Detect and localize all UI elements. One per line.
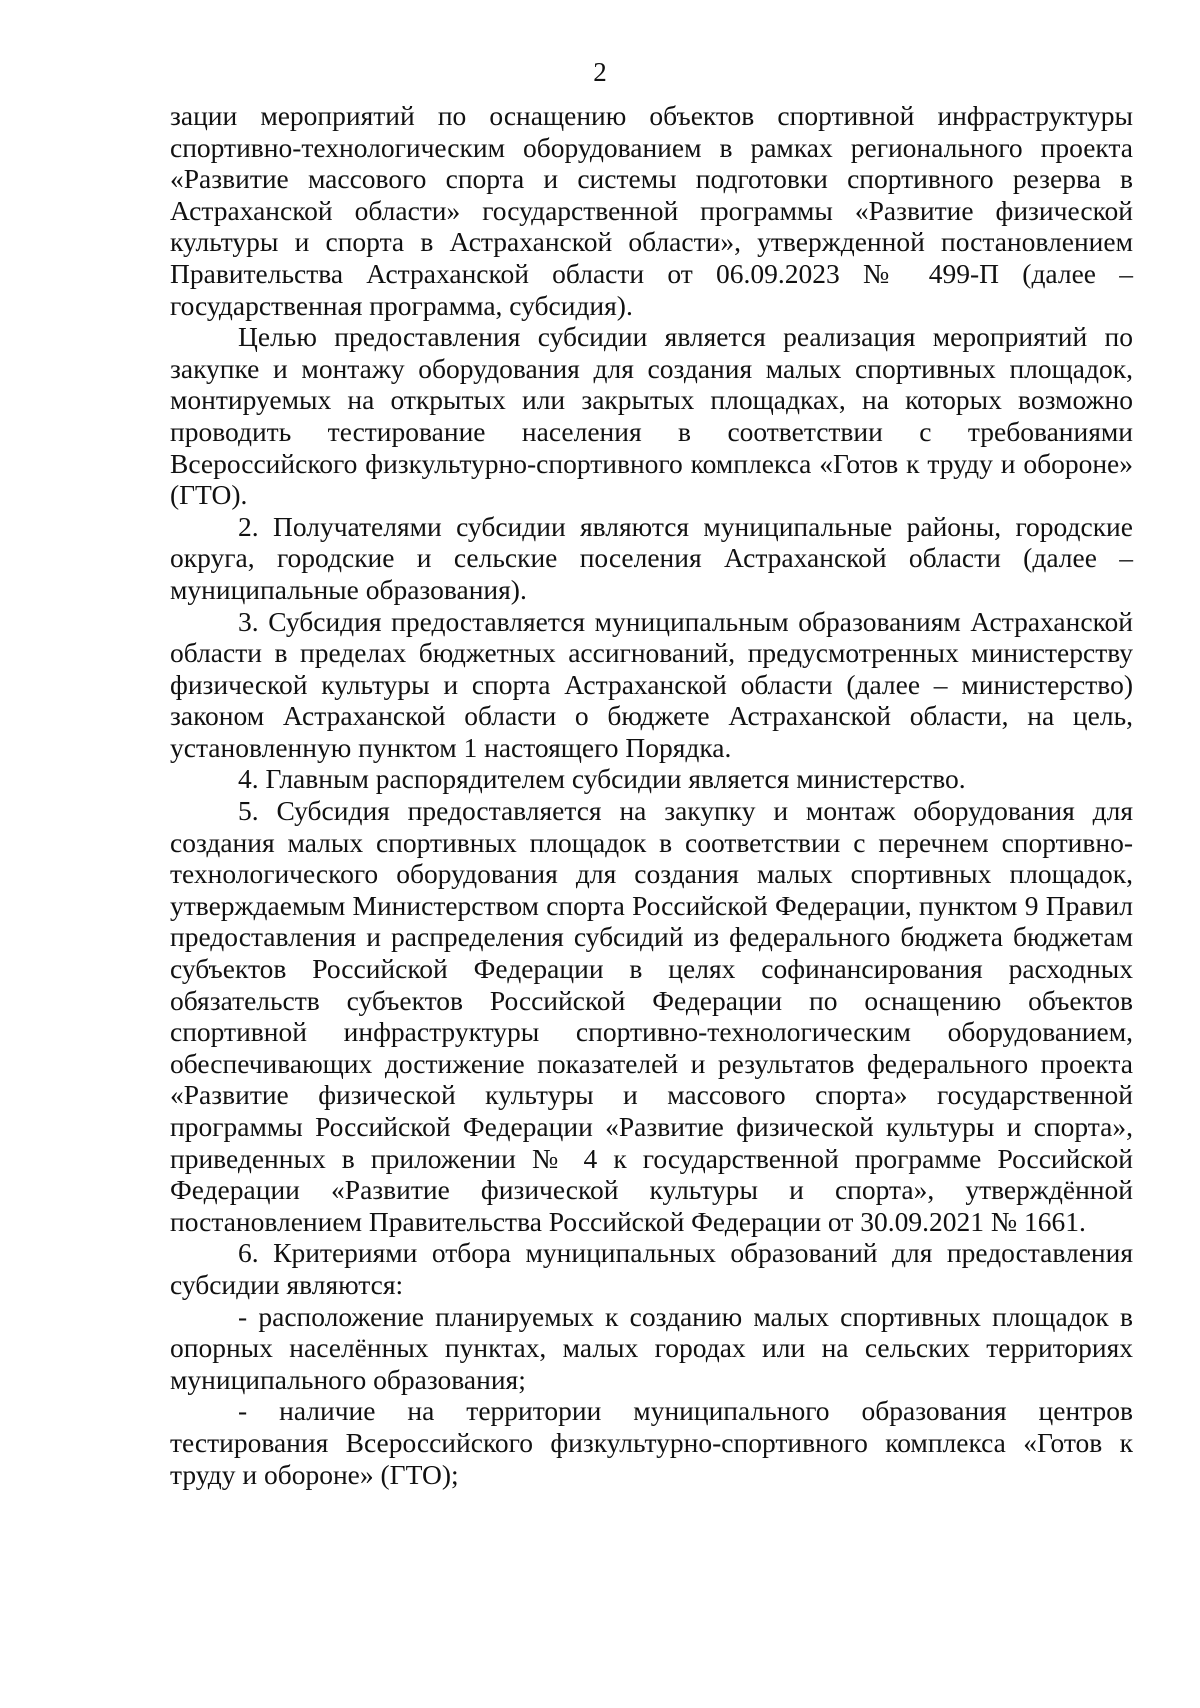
paragraph-criterion-2: - наличие на территории муниципального образования центров тестирования Всероссийского физкультурно-спортивного комплекса «Готов к труду и обороне» (ГТО); <box>170 1395 1133 1490</box>
paragraph-item-6: 6. Критериями отбора муниципальных образований для предоставления субсидии являются: <box>170 1237 1133 1300</box>
paragraph-item-5: 5. Субсидия предоставляется на закупку и монтаж оборудования для создания малых спортивных площадок в соответствии с перечнем спортивно-технологического оборудования для создания малых спортивных площадок, утверждаемым Министерством спорта Российской Федерации, пунктом 9 Правил предоставления и распределения субсидий из федерального бюджета бюджетам субъектов Российской Федерации в целях софинансирования расходных обязательств субъектов Российской Федерации по оснащению объектов спортивной инфраструктуры спортивно-технологическим оборудованием, обеспечивающих достижение показателей и результатов федерального проекта «Развитие физической культуры и массового спорта» государственной программы Российской Федерации «Развитие физической культуры и спорта», приведенных в приложении № 4 к государственной программе Российской Федерации «Развитие физической культуры и спорта», утверждённой постановлением Правительства Российской Федерации от 30.09.2021 № 1661. <box>170 795 1133 1237</box>
paragraph-item-4: 4. Главным распорядителем субсидии является министерство. <box>238 763 966 795</box>
paragraph-item-2: 2. Получателями субсидии являются муниципальные районы, городские округа, городские и сельские поселения Астраханской области (далее – муниципальные образования). <box>170 510 1133 605</box>
paragraph-item-3: 3. Субсидия предоставляется муниципальным образованиям Астраханской области в пределах бюджетных ассигнований, предусмотренных министерству физической культуры и спорта Астраханской области (далее – министерство) законом Астраханской области о бюджете Астраханской области, на цель, установленную пунктом 1 настоящего Порядка. <box>170 605 1133 763</box>
paragraph-purpose: Целью предоставления субсидии является реализация мероприятий по закупке и монтажу оборудования для создания малых спортивных площадок, монтируемых на открытых или закрытых площадках, на которых возможно проводить тестирование населения в соответствии с требованиями Всероссийского физкультурно-спортивного комплекса «Готов к труду и обороне» (ГТО). <box>170 321 1133 511</box>
paragraph-continuation: зации мероприятий по оснащению объектов спортивной инфраструктуры спортивно-технологическим оборудованием в рамках регионального проекта «Развитие массового спорта и системы подготовки спортивного резерва в Астраханской области» государственной программы «Развитие физической культуры и спорта в Астраханской области», утвержденной постановлением Правительства Астраханской области от 06.09.2023 № 499-П (далее – государственная программа, субсидия). <box>170 100 1133 321</box>
document-body <box>170 100 1133 1490</box>
page-number: 2 <box>593 57 607 87</box>
paragraph-criterion-1: - расположение планируемых к созданию малых спортивных площадок в опорных населённых пунктах, малых городах или на сельских территориях муниципального образования; <box>170 1300 1133 1395</box>
